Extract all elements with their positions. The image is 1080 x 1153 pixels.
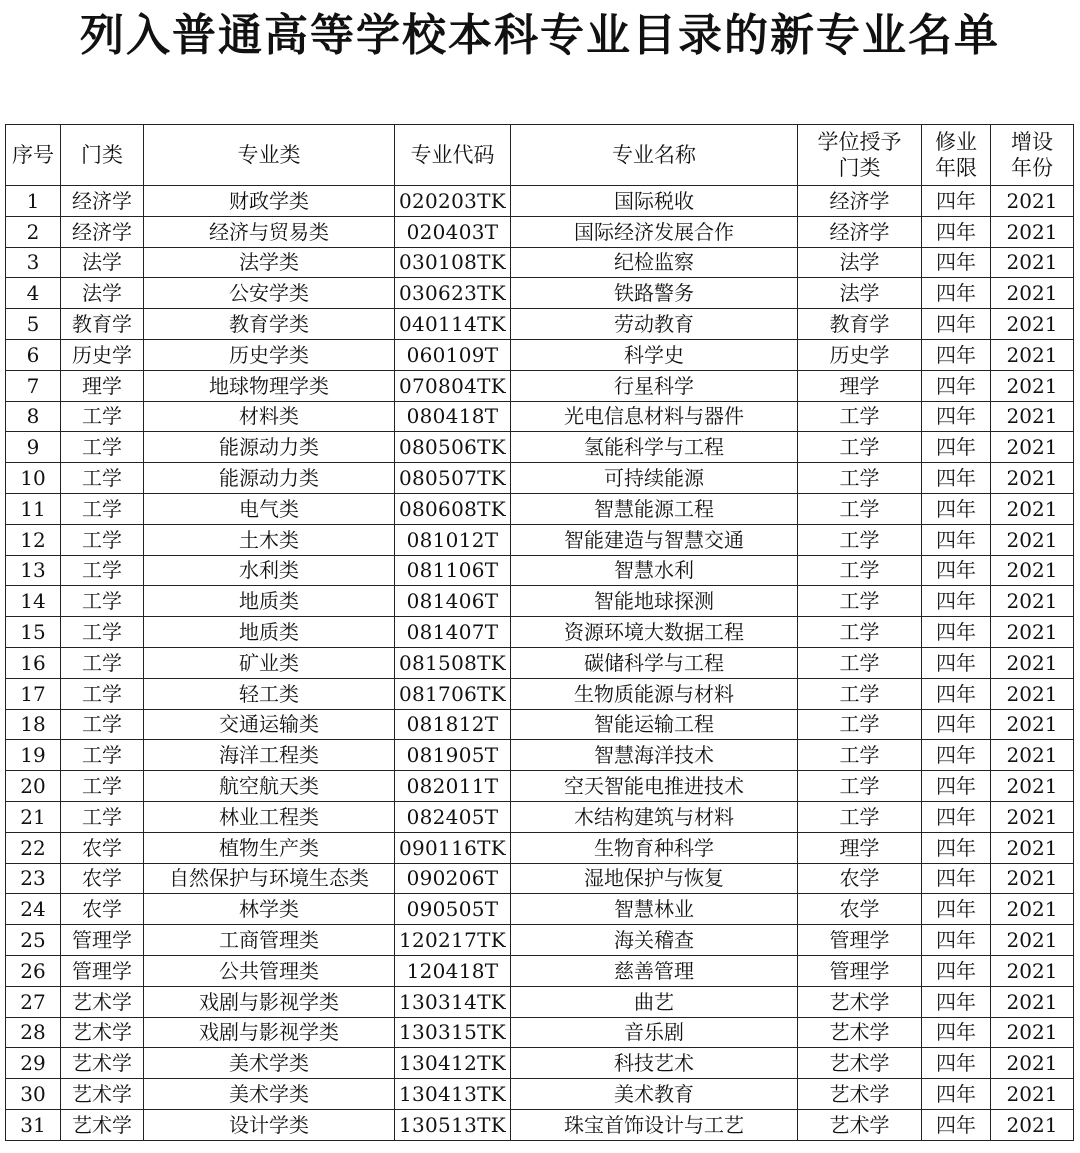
header-major-code: 专业代码 — [395, 125, 511, 186]
cell-added-year: 2021 — [991, 771, 1074, 802]
table-row — [6, 186, 1074, 217]
cell-added-year: 2021 — [991, 925, 1074, 956]
cell-study-years: 四年 — [922, 247, 991, 278]
cell-major-code: 060109T — [395, 339, 511, 370]
cell-seq: 17 — [6, 678, 61, 709]
cell-category: 历史学 — [61, 339, 144, 370]
cell-major-class: 美术学类 — [144, 1079, 395, 1110]
table-header-row — [6, 125, 1074, 186]
cell-major-class: 轻工类 — [144, 678, 395, 709]
header-major-name: 专业名称 — [511, 125, 798, 186]
cell-degree-category: 艺术学 — [798, 1109, 922, 1140]
cell-category: 工学 — [61, 555, 144, 586]
table-row — [6, 1109, 1074, 1140]
cell-category: 经济学 — [61, 186, 144, 217]
cell-major-class: 戏剧与影视学类 — [144, 986, 395, 1017]
cell-category: 工学 — [61, 647, 144, 678]
cell-major-code: 070804TK — [395, 370, 511, 401]
cell-seq: 28 — [6, 1017, 61, 1048]
cell-major-code: 081406T — [395, 586, 511, 617]
cell-seq: 6 — [6, 339, 61, 370]
cell-degree-category: 农学 — [798, 863, 922, 894]
cell-study-years: 四年 — [922, 832, 991, 863]
cell-major-name: 光电信息材料与器件 — [511, 401, 798, 432]
cell-major-class: 财政学类 — [144, 186, 395, 217]
cell-study-years: 四年 — [922, 370, 991, 401]
cell-major-class: 土木类 — [144, 524, 395, 555]
cell-seq: 13 — [6, 555, 61, 586]
cell-added-year: 2021 — [991, 617, 1074, 648]
cell-degree-category: 理学 — [798, 832, 922, 863]
cell-degree-category: 历史学 — [798, 339, 922, 370]
table-row — [6, 617, 1074, 648]
cell-added-year: 2021 — [991, 186, 1074, 217]
cell-major-code: 080418T — [395, 401, 511, 432]
cell-degree-category: 工学 — [798, 709, 922, 740]
cell-major-name: 慈善管理 — [511, 955, 798, 986]
cell-category: 工学 — [61, 678, 144, 709]
cell-major-class: 材料类 — [144, 401, 395, 432]
cell-major-name: 音乐剧 — [511, 1017, 798, 1048]
cell-seq: 9 — [6, 432, 61, 463]
cell-major-class: 海洋工程类 — [144, 740, 395, 771]
table-row — [6, 309, 1074, 340]
cell-major-code: 090206T — [395, 863, 511, 894]
cell-seq: 2 — [6, 216, 61, 247]
cell-major-code: 081905T — [395, 740, 511, 771]
table-row — [6, 339, 1074, 370]
cell-major-class: 电气类 — [144, 493, 395, 524]
table-row — [6, 1079, 1074, 1110]
cell-seq: 11 — [6, 493, 61, 524]
header-category: 门类 — [61, 125, 144, 186]
cell-major-name: 可持续能源 — [511, 463, 798, 494]
cell-major-name: 湿地保护与恢复 — [511, 863, 798, 894]
cell-degree-category: 艺术学 — [798, 1079, 922, 1110]
cell-seq: 15 — [6, 617, 61, 648]
document-title: 列入普通高等学校本科专业目录的新专业名单 — [80, 10, 1000, 61]
cell-study-years: 四年 — [922, 216, 991, 247]
table-row — [6, 370, 1074, 401]
cell-major-class: 交通运输类 — [144, 709, 395, 740]
header-study-years: 修业年限 — [922, 125, 991, 186]
cell-added-year: 2021 — [991, 401, 1074, 432]
cell-degree-category: 经济学 — [798, 216, 922, 247]
cell-major-class: 教育学类 — [144, 309, 395, 340]
cell-major-code: 130412TK — [395, 1048, 511, 1079]
cell-major-name: 碳储科学与工程 — [511, 647, 798, 678]
table-row — [6, 555, 1074, 586]
cell-study-years: 四年 — [922, 709, 991, 740]
cell-seq: 21 — [6, 801, 61, 832]
cell-added-year: 2021 — [991, 309, 1074, 340]
cell-major-code: 090116TK — [395, 832, 511, 863]
cell-major-name: 木结构建筑与材料 — [511, 801, 798, 832]
cell-major-name: 智能建造与智慧交通 — [511, 524, 798, 555]
cell-major-code: 130413TK — [395, 1079, 511, 1110]
table-row — [6, 709, 1074, 740]
cell-added-year: 2021 — [991, 709, 1074, 740]
cell-seq: 23 — [6, 863, 61, 894]
cell-degree-category: 工学 — [798, 463, 922, 494]
cell-added-year: 2021 — [991, 370, 1074, 401]
cell-major-code: 020403T — [395, 216, 511, 247]
cell-major-name: 智能运输工程 — [511, 709, 798, 740]
cell-degree-category: 经济学 — [798, 186, 922, 217]
cell-category: 工学 — [61, 463, 144, 494]
cell-seq: 5 — [6, 309, 61, 340]
cell-degree-category: 工学 — [798, 493, 922, 524]
cell-study-years: 四年 — [922, 740, 991, 771]
cell-major-name: 海关稽查 — [511, 925, 798, 956]
cell-major-class: 经济与贸易类 — [144, 216, 395, 247]
cell-major-class: 水利类 — [144, 555, 395, 586]
cell-major-class: 能源动力类 — [144, 432, 395, 463]
cell-major-class: 地球物理学类 — [144, 370, 395, 401]
table-row — [6, 401, 1074, 432]
cell-added-year: 2021 — [991, 586, 1074, 617]
cell-major-class: 法学类 — [144, 247, 395, 278]
cell-study-years: 四年 — [922, 555, 991, 586]
cell-category: 艺术学 — [61, 1048, 144, 1079]
cell-added-year: 2021 — [991, 1109, 1074, 1140]
cell-study-years: 四年 — [922, 801, 991, 832]
cell-major-code: 081407T — [395, 617, 511, 648]
header-degree-category: 学位授予门类 — [798, 125, 922, 186]
cell-seq: 27 — [6, 986, 61, 1017]
cell-added-year: 2021 — [991, 801, 1074, 832]
cell-major-class: 戏剧与影视学类 — [144, 1017, 395, 1048]
cell-seq: 30 — [6, 1079, 61, 1110]
cell-seq: 29 — [6, 1048, 61, 1079]
cell-major-name: 智慧海洋技术 — [511, 740, 798, 771]
cell-major-class: 地质类 — [144, 586, 395, 617]
cell-study-years: 四年 — [922, 432, 991, 463]
cell-study-years: 四年 — [922, 186, 991, 217]
cell-major-code: 080608TK — [395, 493, 511, 524]
cell-major-class: 公共管理类 — [144, 955, 395, 986]
cell-seq: 19 — [6, 740, 61, 771]
cell-major-code: 120418T — [395, 955, 511, 986]
cell-degree-category: 工学 — [798, 524, 922, 555]
cell-major-name: 智能地球探测 — [511, 586, 798, 617]
table-body — [6, 186, 1074, 1141]
cell-seq: 22 — [6, 832, 61, 863]
cell-study-years: 四年 — [922, 401, 991, 432]
cell-added-year: 2021 — [991, 1048, 1074, 1079]
cell-degree-category: 艺术学 — [798, 1048, 922, 1079]
cell-seq: 3 — [6, 247, 61, 278]
cell-major-code: 081012T — [395, 524, 511, 555]
cell-seq: 8 — [6, 401, 61, 432]
cell-added-year: 2021 — [991, 863, 1074, 894]
cell-degree-category: 工学 — [798, 771, 922, 802]
cell-degree-category: 管理学 — [798, 925, 922, 956]
cell-major-name: 科学史 — [511, 339, 798, 370]
table-row — [6, 1017, 1074, 1048]
cell-degree-category: 工学 — [798, 740, 922, 771]
cell-degree-category: 理学 — [798, 370, 922, 401]
cell-added-year: 2021 — [991, 894, 1074, 925]
cell-added-year: 2021 — [991, 247, 1074, 278]
cell-added-year: 2021 — [991, 278, 1074, 309]
cell-category: 理学 — [61, 370, 144, 401]
cell-major-class: 美术学类 — [144, 1048, 395, 1079]
cell-added-year: 2021 — [991, 1017, 1074, 1048]
cell-study-years: 四年 — [922, 278, 991, 309]
cell-added-year: 2021 — [991, 1079, 1074, 1110]
header-added-year: 增设年份 — [991, 125, 1074, 186]
cell-major-code: 081706TK — [395, 678, 511, 709]
table-row — [6, 986, 1074, 1017]
cell-study-years: 四年 — [922, 771, 991, 802]
cell-seq: 26 — [6, 955, 61, 986]
cell-category: 工学 — [61, 432, 144, 463]
cell-category: 农学 — [61, 894, 144, 925]
cell-category: 工学 — [61, 801, 144, 832]
major-list-table — [5, 124, 1074, 1141]
cell-major-class: 工商管理类 — [144, 925, 395, 956]
cell-seq: 25 — [6, 925, 61, 956]
cell-major-code: 081106T — [395, 555, 511, 586]
cell-added-year: 2021 — [991, 493, 1074, 524]
cell-major-code: 081812T — [395, 709, 511, 740]
table-row — [6, 740, 1074, 771]
cell-major-code: 130315TK — [395, 1017, 511, 1048]
cell-major-class: 自然保护与环境生态类 — [144, 863, 395, 894]
cell-study-years: 四年 — [922, 309, 991, 340]
cell-seq: 31 — [6, 1109, 61, 1140]
cell-category: 工学 — [61, 740, 144, 771]
cell-category: 教育学 — [61, 309, 144, 340]
table-row — [6, 493, 1074, 524]
cell-study-years: 四年 — [922, 925, 991, 956]
table-row — [6, 863, 1074, 894]
cell-study-years: 四年 — [922, 647, 991, 678]
cell-category: 管理学 — [61, 955, 144, 986]
cell-major-code: 020203TK — [395, 186, 511, 217]
cell-added-year: 2021 — [991, 339, 1074, 370]
table-row — [6, 801, 1074, 832]
table-row — [6, 1048, 1074, 1079]
cell-added-year: 2021 — [991, 986, 1074, 1017]
cell-major-name: 智慧能源工程 — [511, 493, 798, 524]
cell-major-class: 植物生产类 — [144, 832, 395, 863]
cell-added-year: 2021 — [991, 832, 1074, 863]
cell-major-code: 120217TK — [395, 925, 511, 956]
cell-study-years: 四年 — [922, 1109, 991, 1140]
cell-seq: 16 — [6, 647, 61, 678]
table-row — [6, 247, 1074, 278]
cell-degree-category: 管理学 — [798, 955, 922, 986]
cell-major-code: 090505T — [395, 894, 511, 925]
table-row — [6, 278, 1074, 309]
cell-major-code: 030108TK — [395, 247, 511, 278]
cell-seq: 7 — [6, 370, 61, 401]
table-row — [6, 894, 1074, 925]
cell-degree-category: 工学 — [798, 647, 922, 678]
cell-added-year: 2021 — [991, 432, 1074, 463]
cell-seq: 24 — [6, 894, 61, 925]
cell-major-code: 082405T — [395, 801, 511, 832]
cell-major-code: 130314TK — [395, 986, 511, 1017]
cell-major-name: 劳动教育 — [511, 309, 798, 340]
cell-category: 工学 — [61, 493, 144, 524]
cell-major-code: 130513TK — [395, 1109, 511, 1140]
cell-category: 工学 — [61, 771, 144, 802]
cell-major-code: 080506TK — [395, 432, 511, 463]
cell-study-years: 四年 — [922, 894, 991, 925]
cell-major-name: 智慧水利 — [511, 555, 798, 586]
cell-major-code: 040114TK — [395, 309, 511, 340]
cell-study-years: 四年 — [922, 339, 991, 370]
table-row — [6, 524, 1074, 555]
cell-major-name: 铁路警务 — [511, 278, 798, 309]
cell-study-years: 四年 — [922, 463, 991, 494]
cell-study-years: 四年 — [922, 986, 991, 1017]
table-row — [6, 955, 1074, 986]
cell-category: 艺术学 — [61, 1017, 144, 1048]
table-row — [6, 832, 1074, 863]
cell-added-year: 2021 — [991, 678, 1074, 709]
cell-study-years: 四年 — [922, 1048, 991, 1079]
cell-study-years: 四年 — [922, 493, 991, 524]
cell-major-name: 行星科学 — [511, 370, 798, 401]
cell-degree-category: 工学 — [798, 401, 922, 432]
cell-degree-category: 工学 — [798, 432, 922, 463]
header-seq: 序号 — [6, 125, 61, 186]
cell-major-name: 空天智能电推进技术 — [511, 771, 798, 802]
cell-added-year: 2021 — [991, 555, 1074, 586]
table-row — [6, 647, 1074, 678]
cell-category: 艺术学 — [61, 986, 144, 1017]
cell-major-name: 国际经济发展合作 — [511, 216, 798, 247]
cell-seq: 1 — [6, 186, 61, 217]
cell-added-year: 2021 — [991, 740, 1074, 771]
cell-category: 工学 — [61, 586, 144, 617]
cell-seq: 12 — [6, 524, 61, 555]
cell-category: 工学 — [61, 709, 144, 740]
cell-major-name: 科技艺术 — [511, 1048, 798, 1079]
cell-degree-category: 教育学 — [798, 309, 922, 340]
cell-category: 工学 — [61, 524, 144, 555]
cell-major-name: 生物质能源与材料 — [511, 678, 798, 709]
cell-major-class: 航空航天类 — [144, 771, 395, 802]
cell-added-year: 2021 — [991, 647, 1074, 678]
header-major-class: 专业类 — [144, 125, 395, 186]
cell-major-name: 国际税收 — [511, 186, 798, 217]
cell-major-code: 080507TK — [395, 463, 511, 494]
cell-category: 管理学 — [61, 925, 144, 956]
cell-category: 工学 — [61, 401, 144, 432]
cell-study-years: 四年 — [922, 1017, 991, 1048]
cell-added-year: 2021 — [991, 955, 1074, 986]
cell-major-class: 林业工程类 — [144, 801, 395, 832]
cell-category: 法学 — [61, 247, 144, 278]
table-row — [6, 432, 1074, 463]
cell-major-class: 林学类 — [144, 894, 395, 925]
cell-study-years: 四年 — [922, 586, 991, 617]
cell-degree-category: 农学 — [798, 894, 922, 925]
cell-degree-category: 工学 — [798, 801, 922, 832]
cell-study-years: 四年 — [922, 524, 991, 555]
cell-seq: 4 — [6, 278, 61, 309]
cell-major-name: 智慧林业 — [511, 894, 798, 925]
cell-study-years: 四年 — [922, 1079, 991, 1110]
table-row — [6, 771, 1074, 802]
cell-major-code: 082011T — [395, 771, 511, 802]
cell-category: 艺术学 — [61, 1109, 144, 1140]
cell-major-class: 矿业类 — [144, 647, 395, 678]
cell-added-year: 2021 — [991, 216, 1074, 247]
cell-degree-category: 工学 — [798, 678, 922, 709]
cell-category: 工学 — [61, 617, 144, 648]
cell-major-name: 纪检监察 — [511, 247, 798, 278]
cell-major-class: 历史学类 — [144, 339, 395, 370]
cell-degree-category: 法学 — [798, 247, 922, 278]
cell-seq: 20 — [6, 771, 61, 802]
cell-category: 艺术学 — [61, 1079, 144, 1110]
cell-major-name: 氢能科学与工程 — [511, 432, 798, 463]
table-row — [6, 678, 1074, 709]
cell-added-year: 2021 — [991, 524, 1074, 555]
cell-major-code: 030623TK — [395, 278, 511, 309]
cell-degree-category: 艺术学 — [798, 986, 922, 1017]
cell-major-class: 公安学类 — [144, 278, 395, 309]
table-row — [6, 586, 1074, 617]
cell-major-name: 生物育种科学 — [511, 832, 798, 863]
cell-major-code: 081508TK — [395, 647, 511, 678]
cell-major-class: 设计学类 — [144, 1109, 395, 1140]
cell-category: 农学 — [61, 832, 144, 863]
cell-study-years: 四年 — [922, 863, 991, 894]
cell-degree-category: 工学 — [798, 586, 922, 617]
cell-degree-category: 法学 — [798, 278, 922, 309]
cell-degree-category: 工学 — [798, 617, 922, 648]
cell-major-class: 能源动力类 — [144, 463, 395, 494]
table-row — [6, 925, 1074, 956]
cell-major-name: 曲艺 — [511, 986, 798, 1017]
cell-seq: 18 — [6, 709, 61, 740]
cell-seq: 14 — [6, 586, 61, 617]
cell-major-name: 美术教育 — [511, 1079, 798, 1110]
cell-category: 农学 — [61, 863, 144, 894]
cell-category: 法学 — [61, 278, 144, 309]
cell-major-name: 资源环境大数据工程 — [511, 617, 798, 648]
cell-study-years: 四年 — [922, 955, 991, 986]
cell-degree-category: 艺术学 — [798, 1017, 922, 1048]
table-row — [6, 216, 1074, 247]
cell-category: 经济学 — [61, 216, 144, 247]
cell-degree-category: 工学 — [798, 555, 922, 586]
table-row — [6, 463, 1074, 494]
cell-added-year: 2021 — [991, 463, 1074, 494]
cell-seq: 10 — [6, 463, 61, 494]
cell-major-name: 珠宝首饰设计与工艺 — [511, 1109, 798, 1140]
cell-study-years: 四年 — [922, 678, 991, 709]
cell-study-years: 四年 — [922, 617, 991, 648]
cell-major-class: 地质类 — [144, 617, 395, 648]
